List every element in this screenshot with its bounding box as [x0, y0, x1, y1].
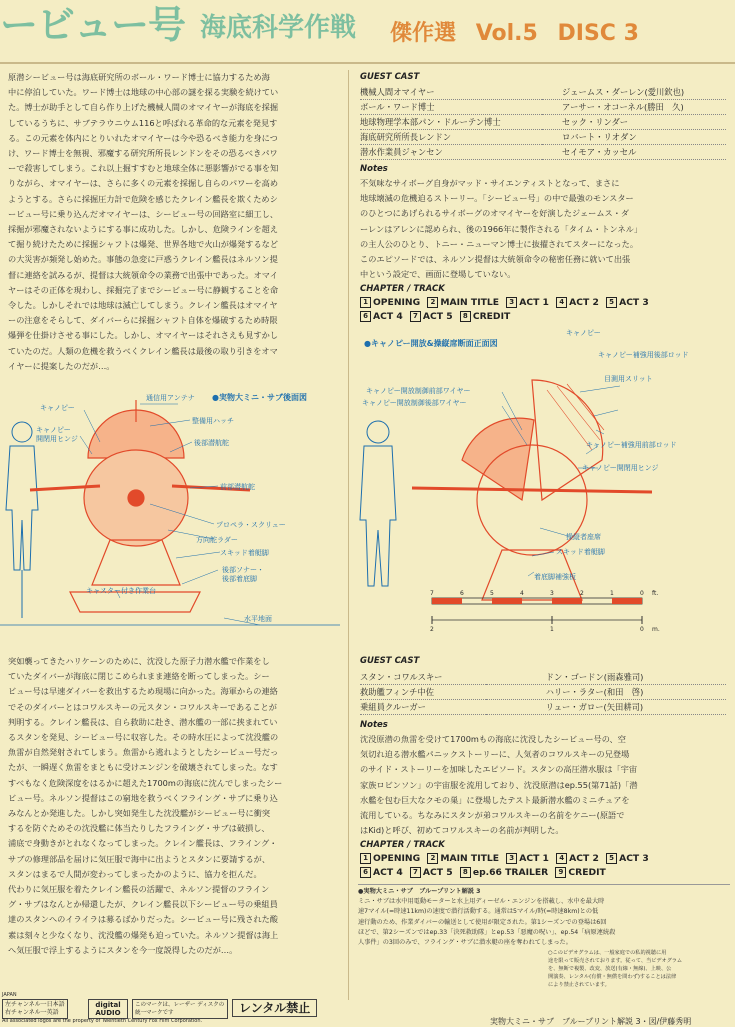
cast-role: 潜水作業員ジャンセン — [360, 145, 542, 160]
text-line: 原潜シービュー号は海底研究所のボール・ワード博士に協力するため海 — [8, 72, 270, 82]
text-line: へ気圧服で浮上するようにスタンを今一度説得したのだが…。 — [8, 944, 238, 955]
chapter-number: 5 — [606, 853, 617, 864]
text-line: る。この元素を体内にとりいれたオマイヤーは今や恐るべき能力を身につ — [8, 132, 278, 143]
table-row — [360, 115, 726, 130]
notes-heading-2: Notes — [360, 720, 388, 730]
text-line: 中に停泊していた。ワード博士は地球の中心部の謎を探る実験を続けてい — [8, 87, 279, 98]
label-antenna: 通信用アンテナ — [146, 394, 195, 402]
chapter-item — [506, 296, 549, 310]
text-line: 督に連絡を試みるが、提督は大統領命令の業務で出張中であった。オマイ — [8, 269, 278, 280]
disc-label: DISC 3 — [557, 21, 639, 46]
text-line: 代わりに気圧服を着たクレイン艦長の活躍で、ネルソン提督のフライン — [8, 884, 270, 895]
cast-role: 救助艦フィンチ中佐 — [360, 685, 486, 700]
cast-actor: アーサー・オコーネル(勝田 久) — [542, 100, 726, 115]
table-row — [360, 145, 726, 160]
audio-left: 左チャンネル一日本語 — [5, 1001, 65, 1008]
chapter-item — [556, 852, 599, 866]
label-leg-reinforce: 着底脚補強板 — [534, 573, 576, 581]
text-line: しているうちに、サブテラウニウム116と呼ばれる革命的な元素を発見す — [8, 117, 278, 128]
label-skid: スキッド着艇脚 — [220, 549, 269, 557]
chapter-label: CREDIT — [568, 867, 606, 878]
chapter-item — [360, 866, 403, 880]
text-line: ほどで、第2シーズンではep.33「決死救助隊」とep.53「悪魔の呪い」、ep.54「病原連続殺 — [358, 928, 616, 936]
scale-tick: 7 — [430, 590, 434, 597]
label-slit: 目測用スリット — [604, 375, 653, 383]
series-subtitle: 海底科学作戦 — [200, 13, 357, 43]
chapter-item — [427, 852, 499, 866]
label-canopy: キャノピー — [566, 329, 601, 337]
cast-role: 海底研究所所長レンドン — [360, 130, 542, 145]
chapter-number: 3 — [506, 853, 517, 864]
text-line: りながら、オマイヤーは、さらに多くの元素を採掘し自らのパワーを高め — [8, 178, 279, 189]
chapter-item — [410, 866, 453, 880]
chapter-item — [360, 852, 420, 866]
chapter-number: 6 — [360, 867, 371, 878]
table-row — [360, 85, 726, 100]
label-skid: スキッド着艇脚 — [556, 548, 605, 556]
chapter-label: ACT 4 — [373, 867, 403, 878]
footer — [0, 992, 735, 1024]
chapter-number: 9 — [555, 867, 566, 878]
text-line: た。博士が助手として自ら作り上げた機械人間のオマイヤーが海底を採掘 — [8, 102, 279, 113]
text-line: ービュー号に乗り込んだオマイヤーは、シービュー号の回路室に細工し、 — [8, 208, 279, 219]
text-line: ーの注意をそらして、ダイバーらに採掘シャフト自体を爆破するため時限 — [8, 315, 278, 326]
text-line: 素は刻々と少なくなり、沈没艦の爆発も迫っていた。ネルソン提督は海上 — [8, 929, 279, 940]
text-line: 沈没原潜の魚雷を受けて1700mもの海底に沈没したシービュー号の、空 — [360, 734, 626, 744]
cast-role: ボール・ワード博士 — [360, 100, 542, 115]
text-line: ビュー号。ネルソン提督はこの窮地を救うべくフライング・サブに乗り込 — [8, 792, 278, 803]
table-row — [360, 130, 726, 145]
text-line: 突如襲ってきたハリケーンのために、沈没した原子力潜水艦で作業をし — [8, 656, 270, 666]
text-line: 流用している。ちなみにスタンが弟コワルスキーの名前をケニー(原語で — [360, 810, 625, 821]
guest-cast-heading-1: GUEST CAST — [360, 72, 420, 82]
chapter-list-1 — [360, 296, 726, 324]
synopsis-episode-1 — [8, 70, 338, 374]
text-line: ヤーはその正体を現わし、採掘完了までシービュー号に静観することを命 — [8, 284, 279, 295]
chapter-label: ACT 2 — [569, 297, 599, 308]
text-line: 水艦を包む巨大なクモの巣」に登場したテスト最新潜水艦のミニチュアを — [360, 794, 630, 805]
chapter-item — [460, 310, 510, 324]
bottom-caption: 実物大ミニ・サブ ブループリント解説 3・図/伊藤秀明 — [490, 1017, 692, 1026]
chapter-label: ACT 5 — [422, 867, 453, 878]
text-line: を、無断で複製、改変、放送(有線・無線)、上映、公 — [548, 966, 672, 972]
chapter-item — [606, 852, 649, 866]
cast-actor: ドン・ゴードン(雨森雅司) — [486, 670, 726, 685]
text-line: はKid)と呼び、初めてコワルスキーの名前が判明した。 — [360, 825, 564, 836]
chapter-label: ACT 3 — [619, 297, 649, 308]
human-figure-icon — [360, 421, 396, 586]
chapter-number: 2 — [427, 297, 438, 308]
volume-header — [390, 20, 651, 48]
text-line: て掘り続けたために採掘シャフトは爆発、世界各地で火山が爆発するなど — [8, 239, 279, 250]
label-canopy: キャノピー — [40, 404, 75, 412]
text-line: でそのダイバーとはコワルスキーの元スタン・コワルスキーであることが — [8, 701, 277, 712]
chapter-label: ACT 1 — [519, 297, 549, 308]
text-line: 気切れ迫る潜水艦パニックストーリーに、人気者のコワルスキーの兄登場 — [360, 749, 630, 760]
chapter-number: 5 — [606, 297, 617, 308]
legal-notice — [548, 949, 728, 989]
chapter-label: OPENING — [373, 297, 421, 308]
cast-actor: セック・リンダー — [542, 115, 726, 130]
scale-tick: 0 — [640, 590, 644, 597]
chapter-number: 8 — [460, 311, 471, 322]
copyright-text: All associated logos are the property of Twentieth Century Fox Film Corporation. — [2, 1018, 203, 1024]
dive-planes — [412, 488, 652, 492]
label-canopy-rear-rod: キャノピー補強用後部ロッド — [598, 351, 689, 359]
text-line: ○このビデオグラムは、一般家庭での私的視聴に用 — [548, 950, 667, 956]
propeller-hub — [128, 490, 144, 506]
label-sonar: 後部ソナー・ 後部着底脚 — [222, 566, 264, 583]
text-line: の主人公のひとり、トニー・ニューマン博士に抜擢されてスターになった。 — [360, 238, 639, 249]
cast-role: 地球物理学本部パン・ドルーテン博士 — [360, 115, 542, 130]
japan-label: JAPAN — [2, 992, 17, 998]
text-line: サブの修理部品を届けに気圧服で海中に出ようとスタンに要請するが、 — [8, 853, 271, 864]
chapter-label: OPENING — [373, 853, 421, 864]
chapter-item — [556, 296, 599, 310]
label-canopy-hinge: キャノピー開閉用ヒンジ — [582, 464, 659, 472]
text-line: ーレンはアレンに認められ、後の1966年に製作される「タイム・トンネル」 — [360, 223, 643, 234]
text-line: ようとする。さらに採掘圧力計で危険を感じたクレイン艦長を欺くためシ — [8, 193, 278, 204]
guest-cast-table-1 — [360, 85, 726, 160]
chapter-number: 6 — [360, 311, 371, 322]
label-rear-rudder: 後部潜航舵 — [194, 439, 229, 447]
chapter-number: 3 — [506, 297, 517, 308]
text-line: みなんとか発進した。しかし突如発生した沈没艦がシービュー号に衝突 — [8, 808, 271, 819]
guest-cast-table-2 — [360, 670, 726, 715]
text-line: により禁止されています。 — [548, 982, 610, 988]
text-line: 家族ロビンソン」の宇宙服を流用しており、沈没原潜はep.55(第71話)「潜 — [360, 779, 638, 790]
chapter-number: 1 — [360, 853, 371, 864]
notes-heading-1: Notes — [360, 164, 388, 174]
chapter-item — [555, 866, 605, 880]
volume-label: Vol.5 — [475, 21, 538, 46]
text-line: 速行動のため、作業ダイバーの輸送として使用が限定された。第1シーズンでの登場は6回 — [358, 918, 607, 926]
table-row — [360, 670, 726, 685]
label-caster: キャスター付き作業台 — [86, 587, 156, 595]
chapter-label: MAIN TITLE — [440, 297, 500, 308]
collection-label: 傑作選 — [390, 21, 457, 46]
header-divider — [0, 62, 735, 64]
rental-prohibited-label: レンタル禁止 — [232, 999, 317, 1017]
text-line: 速7マイル(=時速11km)の速度で潜行活動する。通常は5マイル/時(=時速8km)との低 — [358, 908, 599, 916]
chapter-heading-2: CHAPTER / TRACK — [360, 840, 445, 850]
text-line: スタンはまるで人間が変わってしまったかのように、協力を拒んだ。 — [8, 868, 262, 879]
scale-tick: 1 — [550, 626, 554, 633]
cast-actor: セイモア・カッセル — [542, 145, 726, 160]
series-title: ービュー号 — [0, 3, 186, 47]
text-line: 魚雷が自然発射されてしまう。魚雷から逃れようとしたシービュー号だっ — [8, 747, 279, 758]
text-line: ビュー号は早速ダイバーを救出するため現場に向かった。海軍からの連絡 — [8, 686, 278, 697]
label-canopy-hinge: キャノピー 開閉用ヒンジ — [36, 426, 78, 443]
cast-role: 機械人間オマイヤー — [360, 85, 542, 100]
label-canopy-front-rod: キャノピー補強用前部ロッド — [586, 441, 677, 449]
chapter-label: CREDIT — [472, 311, 511, 322]
chapter-number: 4 — [556, 853, 567, 864]
text-line: ていたダイバーが海底に閉じこめられまま連絡を断ってしまった。シー — [8, 671, 270, 682]
chapter-number: 1 — [360, 297, 371, 308]
audio-right: 右チャンネル一英語 — [5, 1009, 59, 1016]
text-line: 爆弾を仕掛けさせる事にした。しかし、オマイヤーはそれさえも見すかし — [8, 330, 279, 341]
chapter-item — [360, 310, 403, 324]
scale-tick: 6 — [460, 590, 464, 597]
chapter-number: 7 — [410, 867, 421, 878]
label-canopy-wire-rear: キャノピー開放制御後部ワイヤー — [362, 399, 467, 407]
audio-channel-box — [2, 999, 68, 1019]
label-propeller: プロペラ・スクリュー — [216, 521, 286, 529]
scale-tick: 1 — [610, 590, 614, 597]
text-line: 令した。しかしそれでは地球は滅亡してしまう。クレイン艦長はオマイヤ — [8, 300, 278, 311]
notes-text-2 — [360, 732, 726, 838]
chapter-item — [606, 296, 649, 310]
text-line: の大災害が頻発し始めた。事態の急変に戸惑うクレイン艦長はネルソン提 — [8, 254, 278, 265]
chapter-number: 7 — [410, 311, 421, 322]
text-line: ーで殺害してしまう。これ以上掘すすむと地球全体に悪影響がでる事を知 — [8, 163, 279, 174]
text-line: け、ワード博士を無視、邪魔する研究所所長レンドンをその恐るべきパワ — [8, 148, 278, 159]
text-line: るスタンを発見、シービュー号に収容した。その時水圧によって沈没艦の — [8, 732, 279, 743]
chapter-label: ACT 4 — [373, 311, 403, 322]
text-line: 不気味なサイボーグ自身がマッド・サイエンティストとなって、まさに — [360, 178, 620, 188]
text-line: 地球壊滅の危機迫るストーリー。「シービュー号」の中で最強のモンスター — [360, 193, 634, 204]
label-front-rudder: 前部潜航舵 — [220, 483, 255, 491]
chapter-label: ACT 2 — [569, 853, 599, 864]
label-hatch: 整備用ハッチ — [192, 417, 234, 425]
cast-actor: ジェームス・ダーレン(愛川欽也) — [542, 85, 726, 100]
scale-unit-m: m. — [652, 626, 660, 633]
laserdisc-mark-logo: このマークは、レーザー ディスクの統一マークです — [132, 999, 228, 1019]
chapter-item — [427, 296, 499, 310]
blueprint-heading: ●実物大ミニ・サブ ブループリント解説 3 — [358, 888, 481, 895]
digital-audio-logo: digital AUDIO — [88, 999, 128, 1019]
chapter-number: 2 — [427, 853, 438, 864]
cast-role: スタン・コワルスキー — [360, 670, 486, 685]
text-line: グ・サブはなんとか帰還したが、クレイン艦長以下シービュー号の乗組員 — [8, 899, 278, 910]
chapter-number: 4 — [556, 297, 567, 308]
label-direction-rudder: 方向舵ラダー — [196, 536, 238, 544]
chapter-label: ACT 5 — [422, 311, 453, 322]
chapter-number: 8 — [460, 867, 471, 878]
scale-tick: 5 — [490, 590, 494, 597]
chapter-item — [460, 866, 548, 880]
text-line: するを防ぐためその沈没艦に体当たりしたフライング・サブは破損し、 — [8, 823, 270, 834]
cast-actor: リュー・ガロー(矢田耕司) — [486, 700, 726, 715]
text-line: 判明する。クレイン艦長は、自ら救助に赴き、潜水艦の一部に挟まれてい — [8, 716, 278, 727]
text-line: 開演奏、レンタル(有償・無償を問わず)することは法律 — [548, 974, 677, 980]
text-line: 浦底で身動きがとれなくなってしまった。クレイン艦長は、フライング・ — [8, 838, 278, 849]
human-figure-icon — [6, 422, 38, 618]
chapter-item — [506, 852, 549, 866]
scale-bar — [432, 598, 642, 624]
scale-tick: 4 — [520, 590, 524, 597]
chapter-label: ACT 1 — [519, 853, 549, 864]
cast-role: 乗組員クルーガー — [360, 700, 486, 715]
chapter-list-2 — [360, 852, 726, 880]
label-canopy-wire-front: キャノピー開放制御前部ワイヤー — [366, 387, 471, 395]
text-line: イヤーに提案したのだが…。 — [8, 360, 115, 371]
text-line: のサイド・ストーリーを加味したエピソード。スタンの高圧潜水服は「宇宙 — [360, 764, 638, 775]
diagram-rear-caption: ●実物大ミニ・サブ後面図 — [212, 393, 307, 402]
text-line: 採掘が邪魔されないようにする事に成功した。しかし、危険ラインを超え — [8, 224, 278, 235]
table-row — [360, 685, 726, 700]
scale-tick: 2 — [580, 590, 584, 597]
chapter-item — [410, 310, 453, 324]
text-line: たが、一瞬遅く魚雷をまともに受けエンジンを破壊されてしまった。なす — [8, 762, 278, 773]
label-seat: 操縦者座席 — [566, 533, 601, 541]
text-line: ていたのだ。人類の危機を救うべくクレイン艦長は最後の取り引きをオマ — [8, 345, 278, 356]
table-row — [360, 700, 726, 715]
text-line: 人事件」の3回のみで、フライング・サブに潜水艇の座を奪われてしまった。 — [358, 939, 572, 947]
scale-unit-ft: ft. — [652, 590, 659, 597]
text-line: 途を限って販売されております。従って、当ビデオグラム — [548, 958, 683, 964]
text-line: 達のスタンへのイライラは募るばかりだった。シービュー号に残された酸 — [8, 914, 278, 925]
scale-tick: 3 — [550, 590, 554, 597]
label-horizon: 水平地面 — [244, 615, 272, 623]
text-line: すべもなく危険深度をはるかに超えた1700mの海底に沈んでしまったシー — [8, 777, 283, 788]
text-line: ミニ・サブは水中用電動モーターと水上用ディーゼル・エンジンを搭載し、水中を最大時 — [358, 898, 605, 906]
text-line: のひとつにあげられるサイボーグのオマイヤーを好演したジェームス・ダ — [360, 208, 630, 219]
synopsis-episode-2 — [8, 654, 338, 958]
chapter-item — [360, 296, 420, 310]
chapter-label: ACT 3 — [619, 853, 649, 864]
column-divider — [348, 70, 349, 1000]
chapter-heading-1: CHAPTER / TRACK — [360, 284, 445, 294]
text-line: このエピソードでは、ネルソン提督は大統領命令の秘密任務に就いて出張 — [360, 254, 631, 265]
cast-actor: ロバート・リオダン — [542, 130, 726, 145]
diagram-front-caption: ●キャノピー開放&操縦席断面正面図 — [364, 339, 498, 348]
mini-sub-rear-view-diagram — [0, 380, 345, 645]
chapter-label: MAIN TITLE — [440, 853, 500, 864]
guest-cast-heading-2: GUEST CAST — [360, 656, 420, 666]
cast-actor: ハリー・ラター(和田 啓) — [486, 685, 726, 700]
notes-text-1 — [360, 176, 726, 282]
table-row — [360, 100, 726, 115]
skid-legs — [92, 540, 180, 585]
scale-tick: 2 — [430, 626, 434, 633]
text-line: 中という設定で、画面に登場していない。 — [360, 269, 516, 280]
scale-tick: 0 — [640, 626, 644, 633]
chapter-label: ep.66 TRAILER — [472, 867, 549, 878]
